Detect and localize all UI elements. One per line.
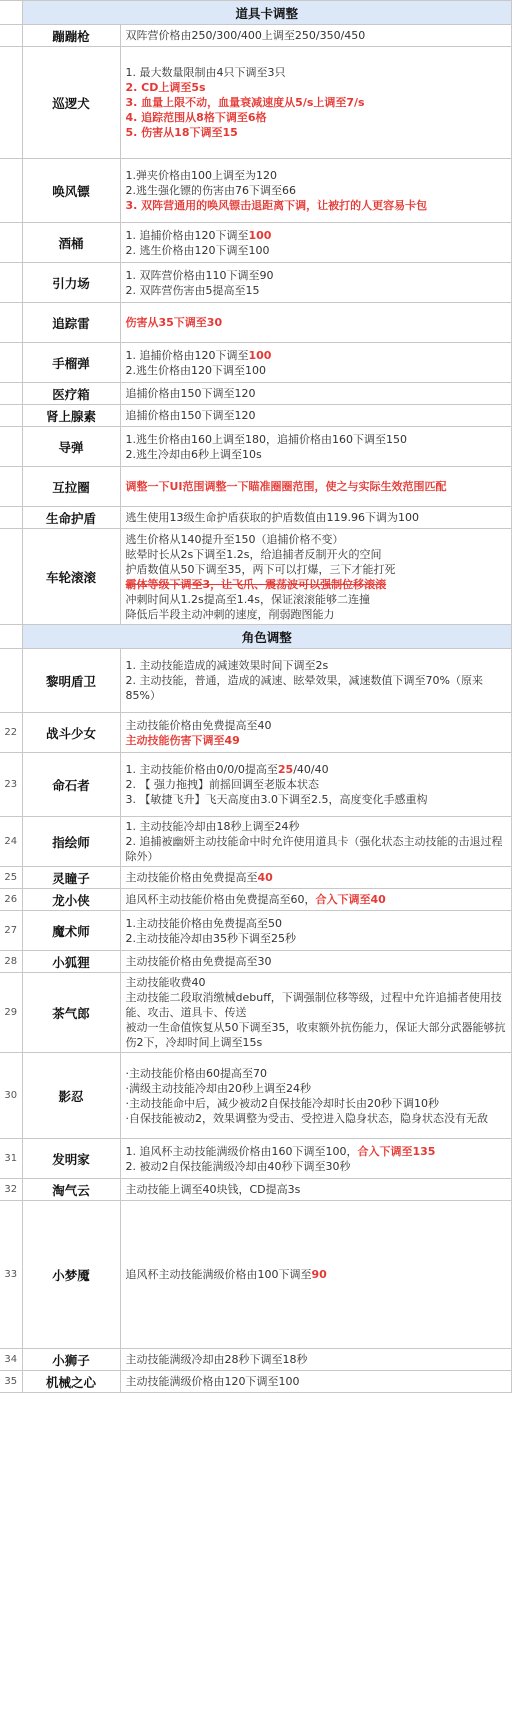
change-text: 1. 追风杯主动技能满级价格由160下调至100， — [125, 1144, 358, 1158]
change-line — [126, 408, 507, 423]
entry-name: 手榴弹 — [22, 343, 120, 383]
change-row — [0, 303, 512, 343]
entry-name: 蹦蹦枪 — [22, 25, 120, 47]
change-text: 3. 血量上限不动，血量衰减速度从5/s上调至7/s — [125, 96, 365, 109]
highlight-value: 合入下调至40 — [315, 893, 386, 906]
change-line — [126, 532, 507, 547]
entry-name: 战斗少女 — [22, 713, 120, 753]
entry-name: 导弹 — [22, 427, 120, 467]
change-line — [126, 386, 507, 401]
change-row — [0, 1179, 512, 1201]
change-text: 2. 双阵营伤害由5提高至15 — [125, 283, 260, 297]
entry-description — [120, 889, 512, 911]
change-line — [126, 718, 507, 733]
entry-description — [120, 343, 512, 383]
change-line — [126, 607, 507, 622]
row-number: 22 — [0, 713, 22, 753]
change-line — [126, 733, 507, 748]
change-row — [0, 427, 512, 467]
entry-name: 引力场 — [22, 263, 120, 303]
change-text: 调整一下UI范围调整一下瞄准圈圈范围，使之与实际生效范围匹配 — [125, 480, 447, 493]
change-text: 4. 追踪范围从8格下调至6格 — [125, 111, 267, 124]
change-line — [126, 363, 507, 378]
change-line — [126, 228, 507, 243]
entry-name: 医疗箱 — [22, 383, 120, 405]
row-number — [0, 405, 22, 427]
change-text: 主动技能伤害下调至49 — [125, 733, 240, 747]
change-line — [126, 1182, 507, 1197]
entry-name: 生命护盾 — [22, 507, 120, 529]
change-line — [126, 777, 507, 792]
entry-description — [120, 753, 512, 817]
change-line — [126, 28, 507, 43]
entry-description — [120, 1139, 512, 1179]
change-text: 伤害从35下调至30 — [125, 316, 223, 329]
change-row — [0, 405, 512, 427]
change-text: 1.弹夹价格由100上调至为120 — [125, 169, 277, 182]
change-text: 主动技能满级价格由120下调至100 — [125, 1375, 300, 1388]
change-row — [0, 973, 512, 1053]
change-text: 2.主动技能冷却由35秒下调至25秒 — [125, 931, 296, 945]
change-line — [126, 1267, 507, 1282]
entry-name: 茶气郎 — [22, 973, 120, 1053]
change-text: ·自保技能被动2，效果调整为受击、受控进入隐身状态，隐身状态没有无敌 — [125, 1111, 488, 1125]
change-row — [0, 951, 512, 973]
row-number — [0, 427, 22, 467]
change-line — [126, 931, 507, 946]
change-line — [126, 1081, 507, 1096]
highlight-value: 90 — [311, 1268, 327, 1281]
items-section-header-title: 道具卡调整 — [22, 1, 512, 25]
change-text: 1. 最大数量限制由4只下调至3只 — [125, 66, 286, 79]
change-row — [0, 507, 512, 529]
change-text: 2. CD上调至5s — [125, 81, 206, 94]
change-line — [126, 315, 507, 330]
entry-description — [120, 1201, 512, 1349]
change-text: 追风杯主动技能满级价格由100下调至 — [125, 1268, 312, 1281]
entry-description — [120, 649, 512, 713]
change-line — [126, 1352, 507, 1367]
row-number: 32 — [0, 1179, 22, 1201]
change-text: 2. 被动2自保技能满级冷却由40秒下调至30秒 — [125, 1159, 351, 1173]
change-text: 主动技能价格由免费提高至40 — [125, 718, 272, 732]
row-number: 34 — [0, 1349, 22, 1371]
entry-description — [120, 973, 512, 1053]
change-line — [126, 243, 507, 258]
change-line — [126, 268, 507, 283]
change-line — [126, 577, 507, 592]
row-number — [0, 507, 22, 529]
change-text: 1. 追捕价格由120下调至 — [125, 228, 249, 242]
change-text: 2. 主动技能，普通，造成的减速、眩晕效果，减速数值下调至70%（原来85%） — [125, 674, 483, 702]
roles-section-header-title: 角色调整 — [22, 625, 512, 649]
entry-name: 追踪雷 — [22, 303, 120, 343]
change-line — [126, 95, 507, 110]
change-row — [0, 47, 512, 159]
change-row — [0, 383, 512, 405]
row-number — [0, 467, 22, 507]
row-number: 35 — [0, 1371, 22, 1393]
change-text: 逃生使用13级生命护盾获取的护盾数值由119.96下调为100 — [125, 511, 419, 524]
entry-description — [120, 817, 512, 867]
change-text: ·满级主动技能冷却由20秒上调至24秒 — [125, 1081, 311, 1095]
change-line — [126, 673, 507, 703]
entry-description — [120, 1053, 512, 1139]
entry-name: 淘气云 — [22, 1179, 120, 1201]
entry-description — [120, 1179, 512, 1201]
entry-name: 小狮子 — [22, 1349, 120, 1371]
row-number: 28 — [0, 951, 22, 973]
change-line — [126, 348, 507, 363]
highlight-value: 25 — [277, 763, 294, 776]
change-row — [0, 343, 512, 383]
change-line — [126, 65, 507, 80]
row-number: 27 — [0, 911, 22, 951]
change-text: 眩晕时长从2s下调至1.2s，给追捕者反制开火的空间 — [125, 547, 382, 561]
highlight-value: 100 — [248, 228, 272, 242]
change-text: 被动一生命值恢复从50下调至35，收束额外抗伤能力，保证大部分武器能够抗伤2下，冷却时间上调至15s — [125, 1021, 506, 1049]
change-row — [0, 1201, 512, 1349]
entry-description — [120, 25, 512, 47]
entry-description — [120, 223, 512, 263]
change-line — [126, 432, 507, 447]
change-row — [0, 753, 512, 817]
change-text: 降低后半段主动冲刺的速度，削弱跑图能力 — [125, 607, 335, 621]
row-number — [0, 343, 22, 383]
change-row — [0, 911, 512, 951]
entry-name: 酒桶 — [22, 223, 120, 263]
change-text: ·主动技能价格由60提高至70 — [125, 1066, 267, 1080]
change-text-after: /40/40 — [293, 763, 329, 776]
change-line — [126, 1144, 507, 1159]
change-line — [126, 125, 507, 140]
entry-description — [120, 47, 512, 159]
change-row — [0, 1139, 512, 1179]
row-number — [0, 25, 22, 47]
entry-description — [120, 383, 512, 405]
change-text: 1. 主动技能造成的减速效果时间下调至2s — [125, 659, 329, 672]
entry-description — [120, 529, 512, 625]
entry-name: 机械之心 — [22, 1371, 120, 1393]
entry-description — [120, 303, 512, 343]
change-line — [126, 990, 507, 1020]
row-number — [0, 529, 22, 625]
entry-description — [120, 159, 512, 223]
change-text: 逃生价格从140提升至150（追捕价格不变） — [125, 532, 344, 546]
change-text: ·主动技能命中后，减少被动2自保技能冷却时长由20秒下调10秒 — [125, 1096, 439, 1110]
entry-description — [120, 427, 512, 467]
change-text: 主动技能二段取消缴械debuff，下调强制位移等级，过程中允许追捕者使用技能、攻击、道具卡、传送 — [125, 991, 502, 1019]
change-text: 2.逃生强化镖的伤害由76下调至66 — [125, 184, 296, 197]
row-number: 23 — [0, 753, 22, 817]
change-text: 1.主动技能价格由免费提高至50 — [125, 916, 282, 930]
change-text: 追风杯主动技能价格由免费提高至60， — [125, 893, 316, 906]
changelog-body — [0, 1, 512, 1393]
row-number — [0, 47, 22, 159]
entry-name: 车轮滚滚 — [22, 529, 120, 625]
change-row — [0, 817, 512, 867]
change-line — [126, 183, 507, 198]
change-text: 主动技能收费40 — [125, 976, 206, 989]
entry-description — [120, 867, 512, 889]
change-text: 2.逃生价格由120下调至100 — [125, 363, 266, 377]
row-number — [0, 649, 22, 713]
change-line — [126, 658, 507, 673]
row-number — [0, 383, 22, 405]
row-number: 33 — [0, 1201, 22, 1349]
row-number: 30 — [0, 1053, 22, 1139]
change-line — [126, 283, 507, 298]
change-row — [0, 867, 512, 889]
change-text: 2. 追捕被幽妍主动技能命中时允许使用道具卡（强化状态主动技能的击退过程除外） — [125, 835, 503, 863]
change-line — [126, 1020, 507, 1050]
change-text: 主动技能上调至40块钱，CD提高3s — [125, 1183, 301, 1196]
change-row — [0, 889, 512, 911]
entry-name: 巡逻犬 — [22, 47, 120, 159]
change-text: 追捕价格由150下调至120 — [125, 409, 256, 422]
entry-description — [120, 405, 512, 427]
change-row — [0, 223, 512, 263]
entry-name: 肾上腺素 — [22, 405, 120, 427]
change-text: 2.逃生冷却由6秒上调至10s — [125, 447, 262, 461]
change-text: 2. 【 强力拖拽】前摇回调至老版本状态 — [125, 778, 319, 791]
change-row — [0, 1371, 512, 1393]
entry-name: 命石者 — [22, 753, 120, 817]
row-number: 26 — [0, 889, 22, 911]
entry-name: 发明家 — [22, 1139, 120, 1179]
change-text: 5. 伤害从18下调至15 — [125, 126, 238, 139]
highlight-value: 40 — [257, 871, 273, 884]
change-text: 双阵营价格由250/300/400上调至250/350/450 — [125, 29, 366, 42]
entry-name: 小梦魇 — [22, 1201, 120, 1349]
change-text: 2. 逃生价格由120下调至100 — [125, 243, 270, 257]
change-text: 1.逃生价格由160上调至180，追捕价格由160下调至150 — [125, 432, 407, 446]
change-line — [126, 870, 507, 885]
change-line — [126, 975, 507, 990]
change-line — [126, 1111, 507, 1126]
change-line — [126, 1159, 507, 1174]
entry-description — [120, 507, 512, 529]
change-line — [126, 1096, 507, 1111]
change-row — [0, 713, 512, 753]
entry-description — [120, 1371, 512, 1393]
row-number — [0, 1, 22, 25]
entry-name: 互拉圈 — [22, 467, 120, 507]
entry-description — [120, 263, 512, 303]
entry-description — [120, 467, 512, 507]
change-row — [0, 1349, 512, 1371]
entry-name: 影忍 — [22, 1053, 120, 1139]
row-number — [0, 263, 22, 303]
row-number: 24 — [0, 817, 22, 867]
change-text: 3. 双阵营通用的唤风镖击退距离下调，让被打的人更容易卡包 — [125, 199, 428, 212]
change-line — [126, 1374, 507, 1389]
change-row — [0, 529, 512, 625]
change-text: 1. 主动技能冷却由18秒上调至24秒 — [125, 820, 300, 833]
change-line — [126, 562, 507, 577]
change-line — [126, 547, 507, 562]
change-line — [126, 834, 507, 864]
change-text: 1. 追捕价格由120下调至 — [125, 348, 249, 362]
change-text: 3. 【敏捷飞升】飞天高度由3.0下调至2.5，高度变化手感重构 — [125, 793, 428, 806]
change-line — [126, 892, 507, 907]
change-line — [126, 792, 507, 807]
change-line — [126, 447, 507, 462]
entry-description — [120, 951, 512, 973]
change-row — [0, 1053, 512, 1139]
entry-name: 龙小侠 — [22, 889, 120, 911]
change-line — [126, 510, 507, 525]
change-line — [126, 592, 507, 607]
change-text: 主动技能满级冷却由28秒下调至18秒 — [125, 1353, 308, 1366]
change-text: 主动技能价格由免费提高至30 — [125, 955, 272, 968]
change-row — [0, 159, 512, 223]
roles-section-header — [0, 625, 512, 649]
row-number — [0, 625, 22, 649]
change-row — [0, 263, 512, 303]
change-row — [0, 649, 512, 713]
change-text: 冲刺时间从1.2s提高至1.4s，保证滚滚能够二连撞 — [125, 592, 370, 606]
items-section-header — [0, 1, 512, 25]
change-row — [0, 467, 512, 507]
change-line — [126, 762, 507, 777]
change-text: 追捕价格由150下调至120 — [125, 387, 256, 400]
entry-name: 黎明盾卫 — [22, 649, 120, 713]
row-number — [0, 303, 22, 343]
change-line — [126, 110, 507, 125]
entry-name: 魔术师 — [22, 911, 120, 951]
change-row — [0, 25, 512, 47]
change-line — [126, 1066, 507, 1081]
change-text: 主动技能价格由免费提高至 — [125, 871, 258, 884]
row-number — [0, 159, 22, 223]
row-number — [0, 223, 22, 263]
row-number: 25 — [0, 867, 22, 889]
change-line — [126, 819, 507, 834]
change-line — [126, 80, 507, 95]
entry-description — [120, 1349, 512, 1371]
change-line — [126, 954, 507, 969]
change-line — [126, 479, 507, 494]
change-text: 护盾数值从50下调至35，两下可以打爆，三下才能打死 — [125, 562, 396, 576]
entry-name: 唤风镖 — [22, 159, 120, 223]
change-line — [126, 198, 507, 213]
change-text: 1. 双阵营价格由110下调至90 — [125, 268, 274, 282]
change-text: 霸体等级下调至3，让飞爪、震荡波可以强制位移滚滚 — [125, 577, 387, 591]
entry-name: 灵瞳子 — [22, 867, 120, 889]
row-number: 31 — [0, 1139, 22, 1179]
change-text: 1. 主动技能价格由0/0/0提高至 — [125, 763, 278, 776]
entry-description — [120, 911, 512, 951]
change-line — [126, 916, 507, 931]
highlight-value: 合入下调至135 — [357, 1144, 436, 1158]
entry-description — [120, 713, 512, 753]
entry-name: 小狐狸 — [22, 951, 120, 973]
highlight-value: 100 — [248, 348, 272, 362]
row-number: 29 — [0, 973, 22, 1053]
entry-name: 指绘师 — [22, 817, 120, 867]
change-line — [126, 168, 507, 183]
